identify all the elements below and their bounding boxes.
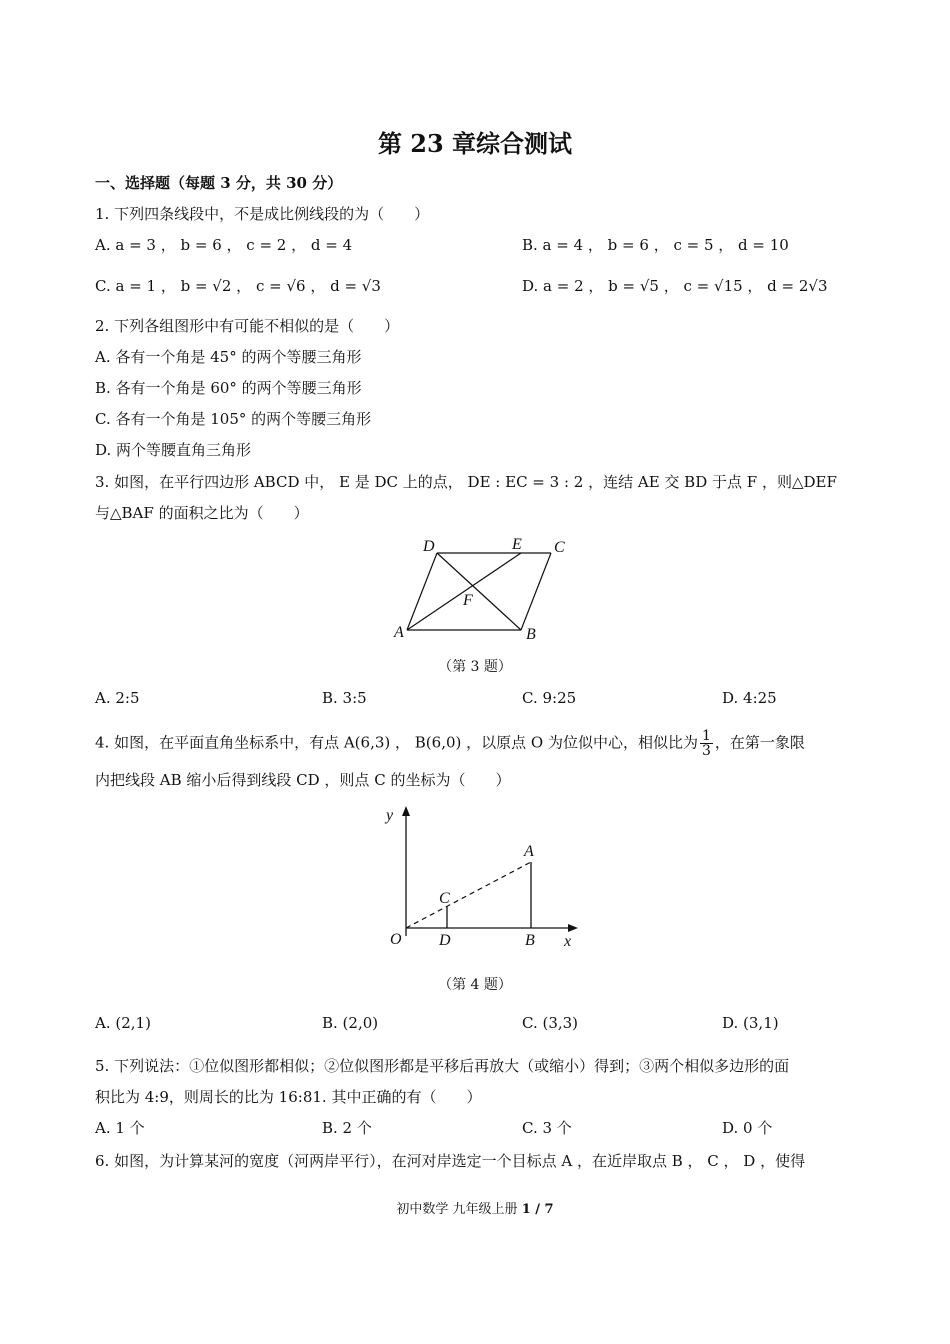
q1-stem: 1. 下列四条线段中，不是成比例线段的为（ ） [95, 205, 430, 223]
q2-option-c: C. 各有一个角是 105° 的两个等腰三角形 [95, 410, 372, 428]
label-o: O [390, 931, 402, 948]
q5-option-b: B. 2 个 [322, 1119, 372, 1137]
label-f: F [463, 592, 473, 609]
q4-stem-text-a: 4. 如图，在平面直角坐标系中，有点 A(6,3) ， B(6,0) ，以原点 O 为位似中心，相似比为 [95, 733, 698, 752]
side-ad [407, 553, 437, 630]
label-c: C [439, 890, 450, 907]
label-d: D [423, 538, 435, 555]
dashed-line-oa [406, 862, 531, 928]
q2-option-b: B. 各有一个角是 60° 的两个等腰三角形 [95, 379, 362, 397]
q1-option-d: D. a = 2 ， b = √5 ， c = √15 ， d = 2√3 [522, 277, 828, 295]
q4-stem-line1 [95, 729, 805, 758]
page-title: 第 23 章综合测试 [377, 129, 573, 158]
q1-option-a: A. a = 3 ， b = 6 ， c = 2 ， d = 4 [95, 236, 353, 254]
q2-option-a: A. 各有一个角是 45° 的两个等腰三角形 [95, 348, 362, 366]
label-x: x [564, 933, 572, 950]
q1-option-b: B. a = 4 ， b = 6 ， c = 5 ， d = 10 [522, 236, 789, 254]
label-c: C [554, 539, 565, 556]
q4-option-a: A. (2,1) [95, 1014, 151, 1032]
side-bc [521, 553, 551, 630]
q5-option-d: D. 0 个 [722, 1119, 773, 1137]
label-b: B [525, 932, 535, 949]
q3-stem-line1: 3. 如图，在平行四边形 ABCD 中， E 是 DC 上的点， DE : EC = 3 : 2 ，连结 AE 交 BD 于点 F ，则△DEF [95, 473, 837, 491]
q4-stem-line2: 内把线段 AB 缩小后得到线段 CD ，则点 C 的坐标为（ ） [95, 771, 511, 789]
q1-option-c: C. a = 1 ， b = √2 ， c = √6 ， d = √3 [95, 277, 381, 295]
label-y: y [386, 807, 394, 824]
fraction-denominator: 3 [701, 743, 711, 759]
y-axis-arrow [402, 806, 410, 816]
fraction-numerator: 1 [701, 728, 711, 744]
q2-stem: 2. 下列各组图形中有可能不相似的是（ ） [95, 317, 400, 335]
q3-stem-line2: 与△BAF 的面积之比为（ ） [95, 504, 309, 522]
q5-option-a: A. 1 个 [95, 1119, 145, 1137]
q4-caption: （第 4 题） [438, 977, 512, 993]
x-axis-arrow [568, 924, 578, 932]
q4-option-b: B. (2,0) [322, 1014, 379, 1032]
q3-option-b: B. 3:5 [322, 689, 367, 707]
q5-stem-line2: 积比为 4:9，则周长的比为 16:81. 其中正确的有（ ） [95, 1088, 482, 1106]
q4-option-c: C. (3,3) [522, 1014, 579, 1032]
q4-stem-text-b: ，在第一象限 [714, 733, 805, 752]
q3-option-a: A. 2:5 [95, 689, 140, 707]
q4-ratio-fraction [700, 729, 713, 758]
q4-coordinate-figure [378, 800, 588, 952]
footer-subject: 初中数学 九年级上册 [396, 1202, 518, 1217]
q5-stem-line1: 5. 下列说法：①位似图形都相似；②位似图形都是平移后再放大（或缩小）得到；③两个相似多边形的面 [95, 1057, 790, 1075]
footer-page-number: 1 / 7 [521, 1202, 554, 1217]
q5-option-c: C. 3 个 [522, 1119, 572, 1137]
label-a: A [394, 624, 404, 641]
label-d: D [439, 932, 451, 949]
label-b: B [526, 626, 536, 643]
q6-stem-line1: 6. 如图，为计算某河的宽度（河两岸平行），在河对岸选定一个目标点 A ，在近岸取点 B ， C ， D ，使得 [95, 1152, 806, 1170]
label-e: E [512, 536, 522, 553]
label-a: A [524, 843, 534, 860]
q3-parallelogram-figure [385, 533, 585, 645]
q2-option-d: D. 两个等腰直角三角形 [95, 441, 252, 459]
q3-option-d: D. 4:25 [722, 689, 777, 707]
section-heading: 一、选择题（每题 3 分，共 30 分） [95, 174, 343, 192]
q3-option-c: C. 9:25 [522, 689, 577, 707]
q4-option-d: D. (3,1) [722, 1014, 779, 1032]
page-footer [0, 1198, 950, 1217]
q3-caption: （第 3 题） [438, 659, 512, 675]
diagonal-bd [437, 553, 521, 630]
